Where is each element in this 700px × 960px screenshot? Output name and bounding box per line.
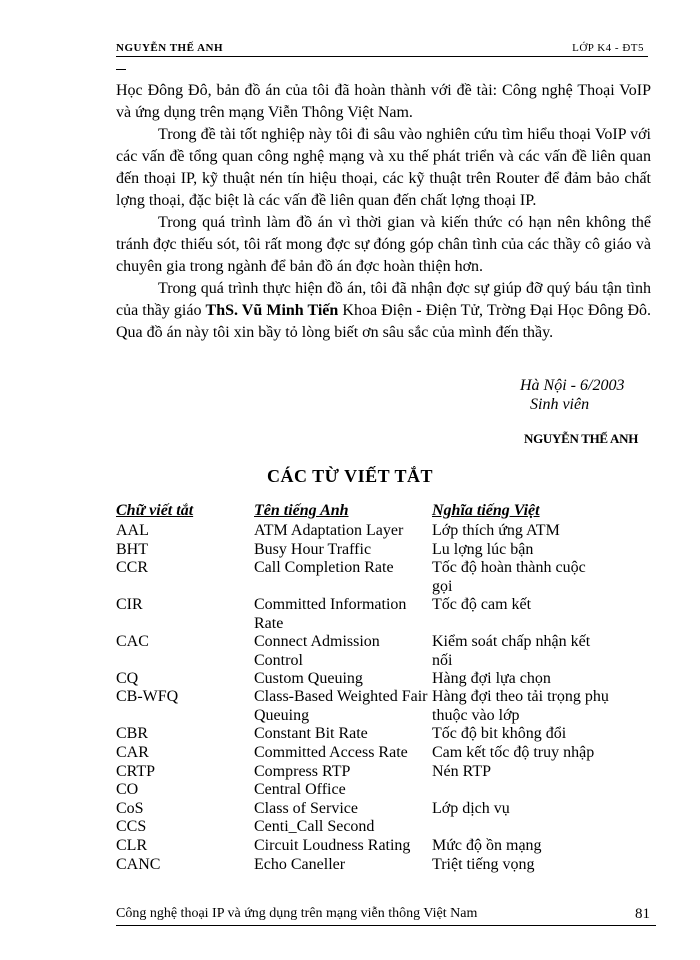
english-cell: Compress RTP: [254, 763, 351, 780]
vietnamese-cell: Tốc độ cam kết: [432, 596, 532, 613]
abbr-cell: CRTP: [116, 763, 156, 780]
table-row: [116, 559, 656, 596]
abbr-cell: CoS: [116, 800, 144, 817]
abbr-cell: CBR: [116, 725, 149, 742]
vietnamese-cell: Tốc độ hoàn thành cuộc gọi: [432, 559, 586, 595]
table-row: [116, 725, 656, 744]
english-cell: ATM Adaptation Layer: [254, 522, 404, 539]
table-row: [116, 522, 656, 541]
table-row: [116, 837, 656, 856]
abbr-cell: CANC: [116, 856, 161, 873]
english-cell: Circuit Loudness Rating: [254, 837, 411, 854]
abbr-cell: CO: [116, 781, 139, 798]
english-cell: Busy Hour Traffic: [254, 541, 372, 558]
abbr-cell: BHT: [116, 541, 148, 558]
header-author: NGUYỄN THẾ ANH: [116, 42, 224, 54]
table-header-row: [116, 502, 656, 522]
english-cell: Connect Admission Control: [254, 633, 380, 669]
english-cell: Committed Access Rate: [254, 744, 408, 761]
signature-block: [520, 376, 624, 414]
vietnamese-cell: Nén RTP: [432, 763, 492, 780]
table-row: [116, 688, 656, 725]
table-row: [116, 670, 656, 688]
abbr-cell: AAL: [116, 522, 149, 539]
vietnamese-cell: Lu lợng lúc bận: [432, 541, 534, 558]
vietnamese-cell: Mức độ ồn mạng: [432, 837, 542, 854]
paragraph-2: Trong đề tài tốt nghiệp này tôi đi sâu vào nghiên cứu tìm hiểu thoại VoIP với các vấn đề tổng quan công nghệ mạng và xu thế phát triển và các vấn đề liên quan đến thoại IP, kỹ thuật nén tín hiệu thoại, các kỹ thuật trên Router để đảm bảo chất lợng thoại, đặc biệt là các vấn đề liên quan đến chất lợng thoại IP.: [116, 126, 651, 209]
paragraph-3: Trong quá trình làm đồ án vì thời gian và kiến thức có hạn nên không thể tránh đợc thiếu sót, tôi rất mong đợc sự đóng góp chân tình của các thầy cô giáo và chuyên gia trong ngành để bản đồ án đợc hoàn thiện hơn.: [116, 214, 651, 275]
paragraph-4-part-a: Trong quá trình thực hiện đồ án, tôi đã nhận đợc sự giúp đỡ quý báu tận tình của thầy giáo: [116, 280, 651, 319]
english-cell: Custom Queuing: [254, 670, 363, 687]
page-header: [116, 42, 648, 56]
english-cell: Central Office: [254, 781, 346, 798]
abbr-cell: CIR: [116, 596, 143, 613]
abbr-cell: CCS: [116, 818, 147, 835]
table-row: [116, 818, 656, 837]
abbr-cell: CB-WFQ: [116, 688, 179, 705]
vietnamese-cell: Triệt tiếng vọng: [432, 856, 535, 873]
header-vietnamese: Nghĩa tiếng Việt: [432, 502, 540, 519]
abbreviations-table: [116, 502, 656, 875]
english-cell: Echo Caneller: [254, 856, 346, 873]
place-date: Hà Nội - 6/2003: [520, 377, 625, 394]
header-english: Tên tiếng Anh: [254, 502, 349, 519]
table-row: [116, 596, 656, 633]
paragraph-4: [116, 278, 651, 344]
abbr-cell: CQ: [116, 670, 139, 687]
table-row: [116, 781, 656, 800]
signer-name: NGUYỄN THẾ ANH: [524, 431, 639, 446]
vietnamese-cell: Hàng đợi theo tải trọng phụ thuộc vào lớp: [432, 688, 609, 724]
table-row: [116, 633, 656, 670]
table-row: [116, 856, 656, 875]
vietnamese-cell: Hàng đợi lựa chọn: [432, 670, 551, 687]
abbr-cell: CLR: [116, 837, 148, 854]
paragraph-1: Học Đông Đô, bản đồ án của tôi đã hoàn thành với đề tài: Công nghệ Thoại VoIP và ứng dụng trên mạng Viễn Thông Việt Nam.: [116, 82, 651, 121]
english-cell: Class of Service: [254, 800, 358, 817]
header-abbr: Chữ viết tắt: [116, 502, 194, 519]
vietnamese-cell: Kiểm soát chấp nhận kết nối: [432, 633, 591, 669]
english-cell: Committed Information Rate: [254, 596, 407, 632]
english-cell: Class-Based Weighted Fair Queuing: [254, 688, 428, 724]
english-cell: Centi_Call Second: [254, 818, 375, 835]
english-cell: Constant Bit Rate: [254, 725, 368, 742]
vietnamese-cell: Cam kết tốc độ truy nhập: [432, 744, 595, 761]
table-row: [116, 763, 656, 781]
footer-text: Công nghệ thoại IP và ứng dụng trên mạng viễn thông Việt Nam: [116, 906, 478, 921]
english-cell: Call Completion Rate: [254, 559, 394, 576]
abbreviations-title: CÁC TỪ VIẾT TẮT: [266, 466, 434, 486]
vietnamese-cell: Lớp thích ứng ATM: [432, 522, 560, 539]
header-dash: [116, 69, 126, 70]
header-rule: [116, 56, 648, 57]
paragraph-4-part-c: Khoa Điện - Điện Tử, Trờng Đại Học Đông Đô. Qua đồ án này tôi xin bầy tỏ lòng biết ơn sâu sắc của mình đến thầy.: [116, 302, 652, 341]
abbr-cell: CCR: [116, 559, 149, 576]
abbr-cell: CAC: [116, 633, 149, 650]
body-text: [116, 80, 651, 344]
abbr-cell: CAR: [116, 744, 149, 761]
page-number: 81: [635, 906, 650, 922]
table-row: [116, 541, 656, 559]
vietnamese-cell: Lớp dịch vụ: [432, 800, 510, 817]
footer-rule: [116, 925, 656, 926]
advisor-name: ThS. Vũ Minh Tiến: [205, 302, 339, 319]
table-row: [116, 800, 656, 818]
table-row: [116, 744, 656, 763]
signer-role: Sinh viên: [530, 396, 590, 413]
vietnamese-cell: Tốc độ bit không đổi: [432, 725, 567, 742]
header-class: LỚP K4 - ĐT5: [572, 42, 644, 54]
